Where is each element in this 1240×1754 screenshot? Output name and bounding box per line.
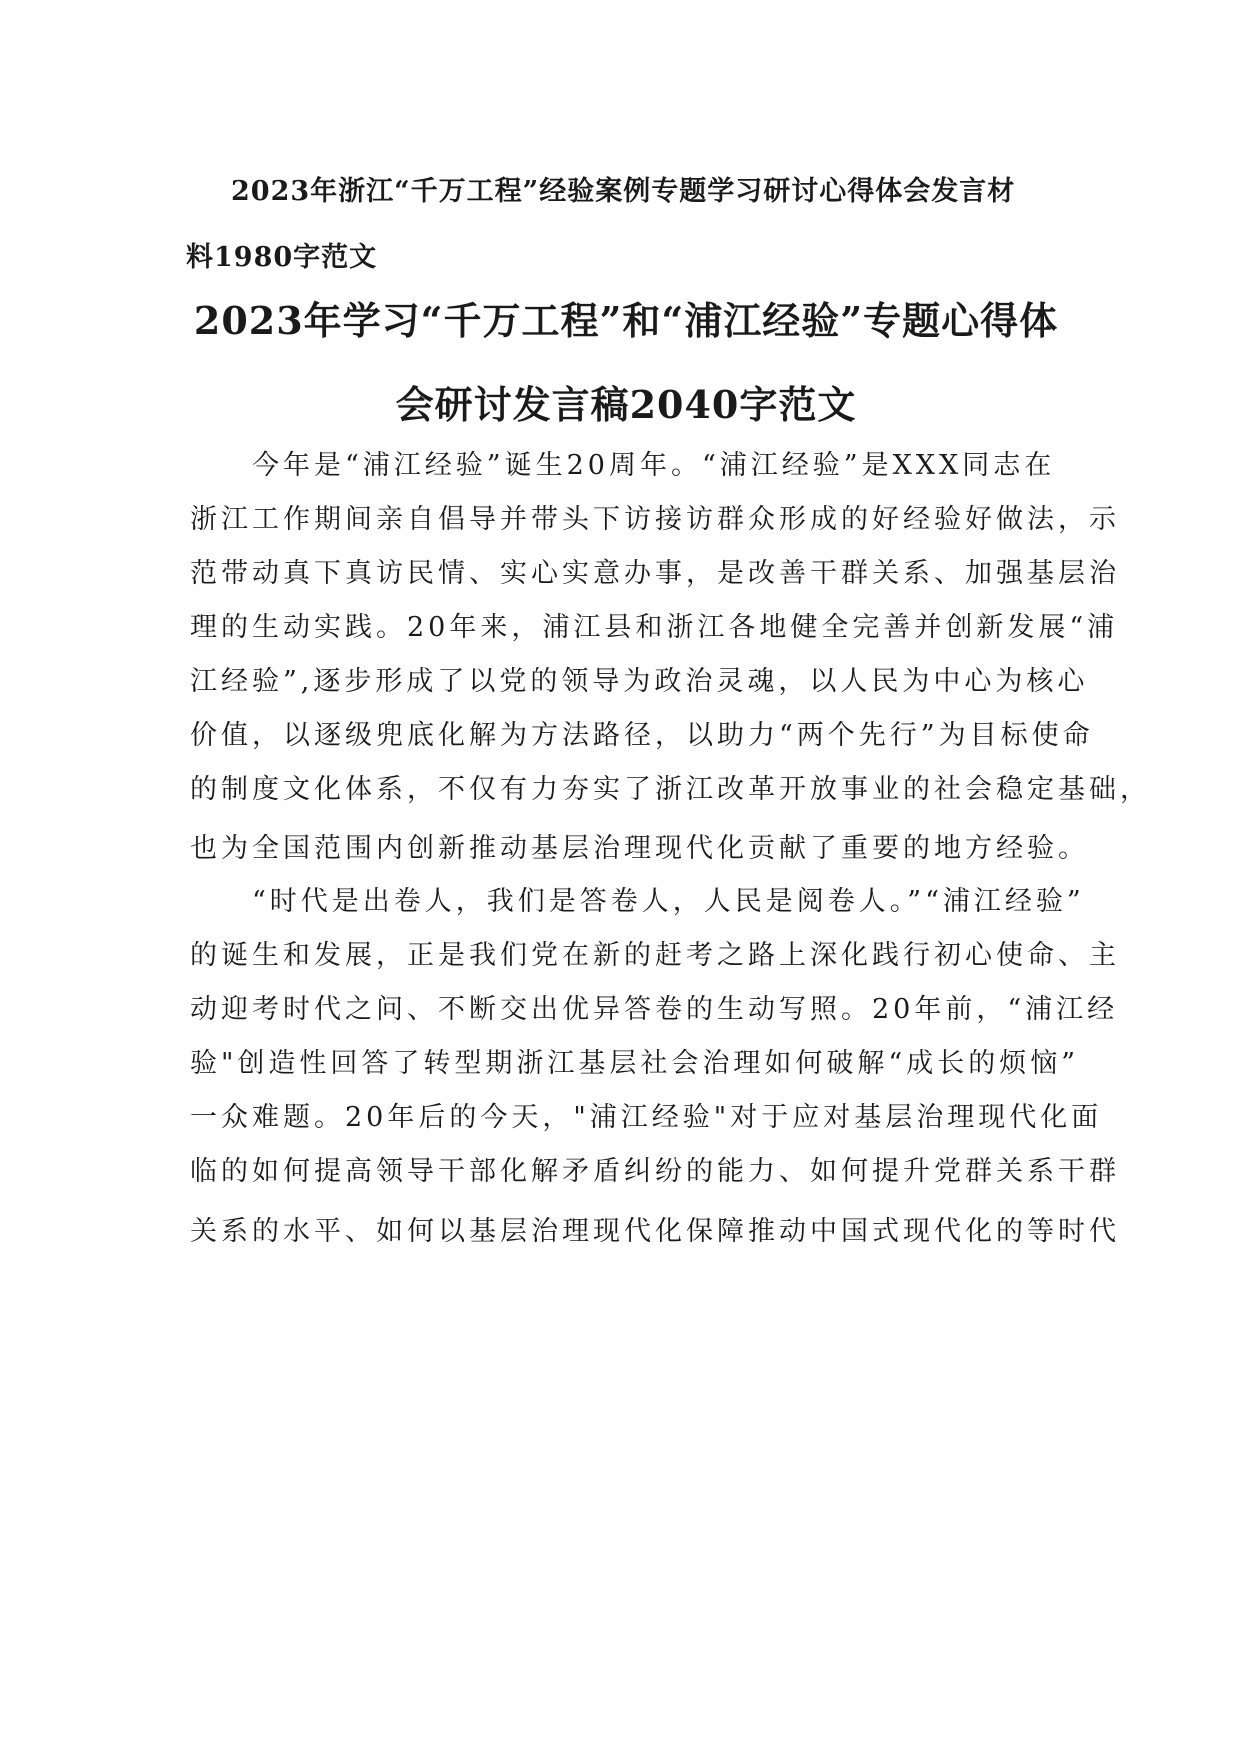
paragraph-line: 也为全国范围内创新推动基层治理现代化贡献了重要的地方经验。 (190, 833, 1089, 864)
paragraph-line: 动迎考时代之问、不断交出优异答卷的生动写照。20年前，“浦江经 (190, 994, 1119, 1025)
paragraph-line: 验"创造性回答了转型期浙江基层社会治理如何破解“成长的烦恼” (190, 1048, 1080, 1079)
paragraph-line: 今年是“浦江经验”诞生20周年。“浦江经验”是XXX同志在 (190, 450, 1056, 481)
paragraph-line: “时代是出卷人，我们是答卷人，人民是阅卷人。”“浦江经验” (190, 886, 1085, 917)
paragraph-line: 江经验”,逐步形成了以党的领导为政治灵魂，以人民为中心为核心 (190, 666, 1089, 697)
document-title-line-2: 料1980字范文 (186, 242, 378, 273)
document-title-line-1: 2023年浙江“千万工程”经验案例专题学习研讨心得体会发言材 (231, 176, 1016, 207)
paragraph-line: 的制度文化体系，不仅有力夯实了浙江改革开放事业的社会稳定基础， (190, 774, 1151, 805)
paragraph-line: 的诞生和发展，正是我们党在新的赶考之路上深化践行初心使命、主 (190, 940, 1120, 971)
paragraph-line: 价值，以逐级兜底化解为方法路径，以助力“两个先行”为目标使命 (190, 720, 1094, 751)
article-headline-line-1: 2023年学习“千万工程”和“浦江经验”专题心得体 (193, 298, 1059, 343)
paragraph-line: 理的生动实践。20年来，浦江县和浙江各地健全完善并创新发展“浦 (190, 612, 1119, 643)
article-headline-line-2: 会研讨发言稿2040字范文 (395, 382, 857, 427)
paragraph-line: 临的如何提高领导干部化解矛盾纠纷的能力、如何提升党群关系干群 (190, 1156, 1120, 1187)
paragraph-line: 范带动真下真访民情、实心实意办事，是改善干群关系、加强基层治 (190, 558, 1120, 589)
paragraph-line: 关系的水平、如何以基层治理现代化保障推动中国式现代化的等时代 (190, 1216, 1120, 1247)
paragraph-line: 一众难题。20年后的今天，"浦江经验"对于应对基层治理现代化面 (190, 1102, 1103, 1133)
paragraph-line: 浙江工作期间亲自倡导并带头下访接访群众形成的好经验好做法，示 (190, 504, 1120, 535)
